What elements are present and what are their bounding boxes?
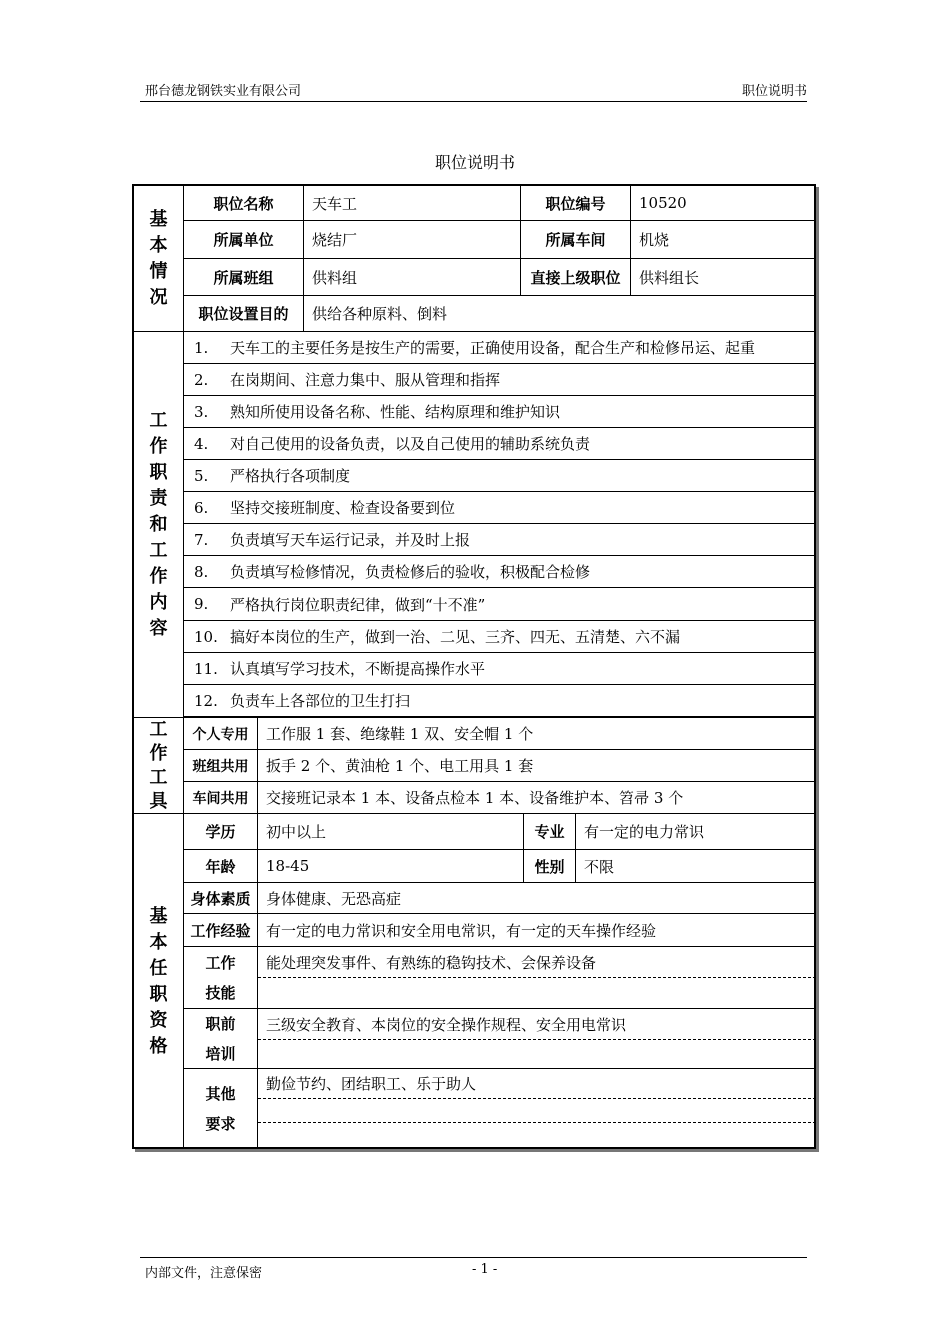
other-label: 其他 要求: [184, 1069, 258, 1149]
other-blank-line: [258, 1099, 816, 1123]
gender-label: 性别: [524, 850, 576, 883]
tools-workshop-value: 交接班记录本 1 本、设备点检本 1 本、设备维护本、笤帚 3 个: [258, 782, 816, 814]
age-value: 18-45: [258, 850, 524, 883]
major-value: 有一定的电力常识: [576, 814, 816, 850]
duty-item: 8. 负责填写检修情况，负责检修后的验收，积极配合检修: [184, 556, 816, 588]
training-label: 职前 培训: [184, 1009, 258, 1069]
gender-value: 不限: [576, 850, 816, 883]
duty-item: 1. 天车工的主要任务是按生产的需要，正确使用设备，配合生产和检修吊运、起重: [184, 332, 816, 364]
other-blank-line: [258, 1123, 816, 1149]
purpose-label: 职位设置目的: [184, 296, 304, 332]
experience-label: 工作经验: [184, 914, 258, 947]
duty-item: 11. 认真填写学习技术，不断提高操作水平: [184, 653, 816, 685]
header-company: 邢台德龙钢铁实业有限公司: [145, 84, 302, 99]
experience-value: 有一定的电力常识和安全用电常识，有一定的天车操作经验: [258, 914, 816, 947]
duty-item: 9. 严格执行岗位职责纪律，做到“十不准”: [184, 588, 816, 621]
education-label: 学历: [184, 814, 258, 850]
unit-label: 所属单位: [184, 221, 304, 259]
position-name-label: 职位名称: [184, 186, 304, 221]
superior-label: 直接上级职位: [521, 259, 631, 296]
education-value: 初中以上: [258, 814, 524, 850]
unit-value: 烧结厂: [304, 221, 521, 259]
tools-workshop-label: 车间共用: [184, 782, 258, 814]
duty-item: 6. 坚持交接班制度、检查设备要到位: [184, 492, 816, 524]
section-qualifications: 基 本 任 职 资 格: [134, 814, 184, 1149]
tools-personal-value: 工作服 1 套、绝缘鞋 1 双、安全帽 1 个: [258, 718, 816, 750]
duty-item: 7. 负责填写天车运行记录，并及时上报: [184, 524, 816, 556]
workshop-value: 机烧: [631, 221, 816, 259]
duty-item: 3. 熟知所使用设备名称、性能、结构原理和维护知识: [184, 396, 816, 428]
header-doc-type: 职位说明书: [741, 84, 807, 99]
page-title: 职位说明书: [434, 153, 515, 172]
skills-value: 能处理突发事件、有熟练的稳钩技术、会保养设备: [258, 947, 816, 978]
footer-rule: [140, 1257, 807, 1258]
tools-team-label: 班组共用: [184, 750, 258, 782]
position-name-value: 天车工: [304, 186, 521, 221]
section-tools: 工 作 工 具: [134, 718, 184, 814]
health-label: 身体素质: [184, 883, 258, 914]
purpose-value: 供给各种原料、倒料: [304, 296, 816, 332]
header-rule: [140, 101, 807, 102]
skills-blank-line: [258, 978, 816, 1009]
skills-label: 工作 技能: [184, 947, 258, 1009]
major-label: 专业: [524, 814, 576, 850]
section-duties: 工 作 职 责 和 工 作 内 容: [134, 332, 184, 718]
team-value: 供料组: [304, 259, 521, 296]
team-label: 所属班组: [184, 259, 304, 296]
duty-item: 2. 在岗期间、注意力集中、服从管理和指挥: [184, 364, 816, 396]
age-label: 年龄: [184, 850, 258, 883]
duty-item: 12. 负责车上各部位的卫生打扫: [184, 685, 816, 718]
position-code-value: 10520: [631, 186, 816, 221]
section-basic-info: 基 本 情 况: [134, 186, 184, 332]
duty-item: 10. 搞好本岗位的生产，做到一治、二见、三齐、四无、五清楚、六不漏: [184, 621, 816, 653]
footer-note: 内部文件，注意保密: [145, 1266, 263, 1281]
tools-personal-label: 个人专用: [184, 718, 258, 750]
job-description-table: [132, 184, 816, 1149]
health-value: 身体健康、无恐高症: [258, 883, 816, 914]
other-value: 勤俭节约、团结职工、乐于助人: [258, 1069, 816, 1099]
training-blank-line: [258, 1040, 816, 1069]
superior-value: 供料组长: [631, 259, 816, 296]
duty-item: 5. 严格执行各项制度: [184, 460, 816, 492]
workshop-label: 所属车间: [521, 221, 631, 259]
position-code-label: 职位编号: [521, 186, 631, 221]
page-number: - 1 -: [472, 1262, 498, 1277]
tools-team-value: 扳手 2 个、黄油枪 1 个、电工用具 1 套: [258, 750, 816, 782]
training-value: 三级安全教育、本岗位的安全操作规程、安全用电常识: [258, 1009, 816, 1040]
duty-item: 4. 对自己使用的设备负责，以及自己使用的辅助系统负责: [184, 428, 816, 460]
